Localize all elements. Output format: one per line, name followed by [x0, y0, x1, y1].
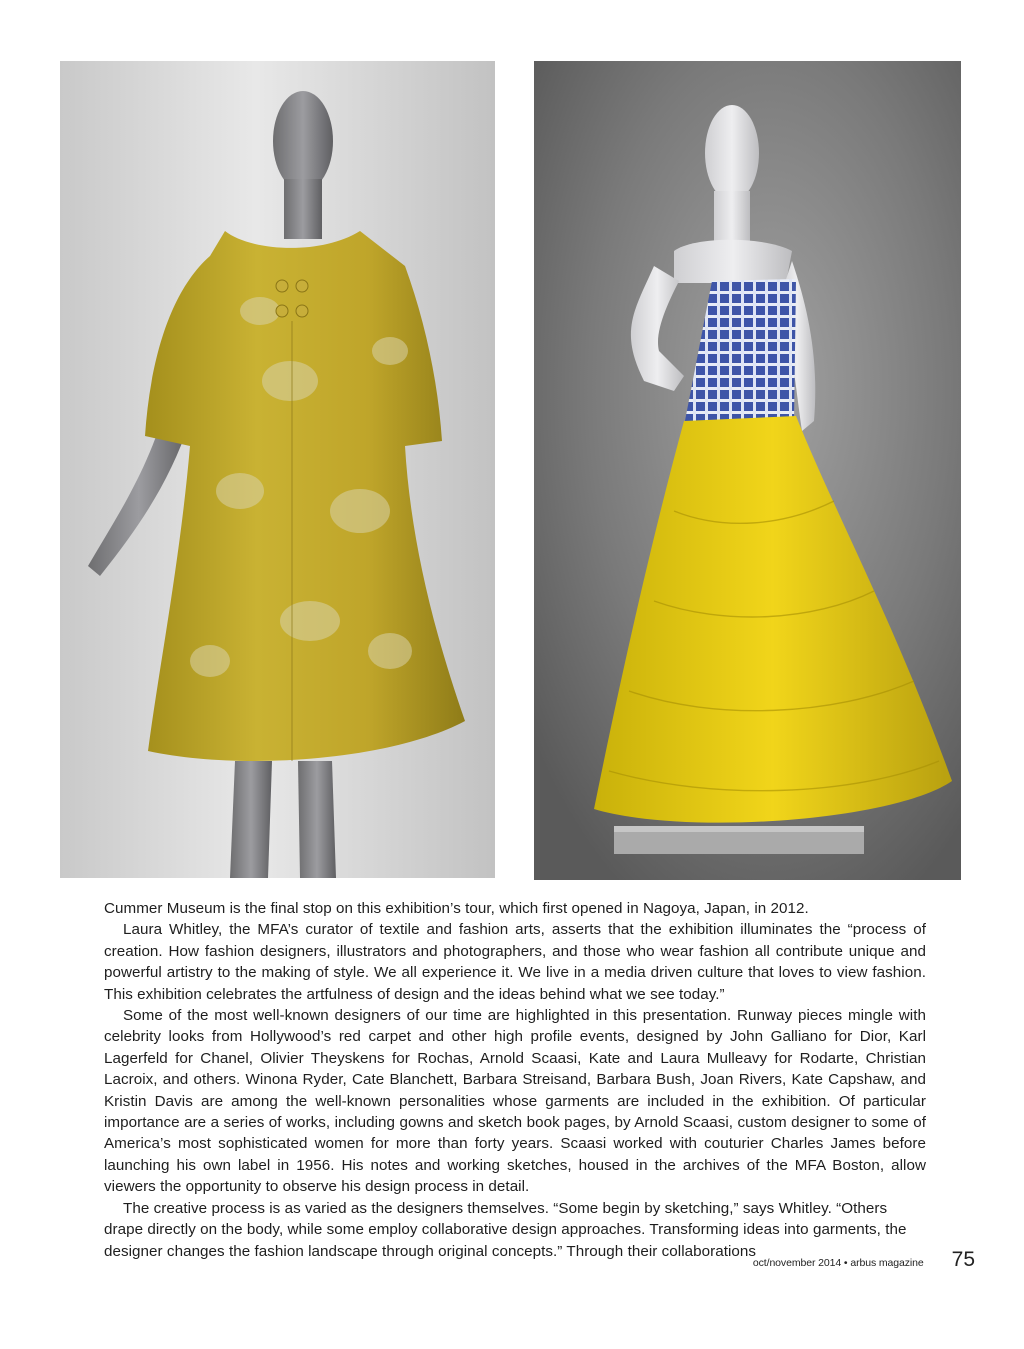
- photo-feather-gown: [534, 61, 961, 880]
- photo-brocade-coat: [60, 61, 495, 878]
- page-footer: [753, 1248, 975, 1272]
- feather-gown-illustration: [534, 61, 961, 880]
- article-paragraph: The creative process is as varied as the designers themselves. “Some begin by sketching,” says Whitley. “Others drape directly on the body, while some employ collaborative design approaches. Transforming ideas into garments, the designer changes the fashion landscape through original concepts.” Through their collaborations: [104, 1199, 907, 1260]
- article-paragraph: Some of the most well-known designers of our time are highlighted in this presentation. Runway pieces mingle with celebrity looks from Hollywood’s red carpet and other high profile events, designed by John Galliano for Dior, Karl Lagerfeld for Chanel, Olivier Theyskens for Rochas, Arnold Scaasi, Kate and Laura Mulleavy for Rodarte, Christian Lacroix, and others. Winona Ryder, Cate Blanchett, Barbara Streisand, Barbara Bush, Joan Rivers, Kate Capshaw, and Kristin Davis are among the well-known personalities whose garments are included in the exhibition. Of particular importance are a series of works, including gowns and sketch book pages, by Arnold Scaasi, custom designer to some of America’s most sophisticated women for more than forty years. Scaasi worked with couturier Charles James before launching his own label in 1956. His notes and working sketches, housed in the archives of the MFA Boston, allow viewers the opportunity to observe his design process in detail.: [104, 1007, 926, 1196]
- page-number: 75: [951, 1248, 975, 1271]
- article-paragraph: Laura Whitley, the MFA’s curator of textile and fashion arts, asserts that the exhibition illuminates the “process of creation. How fashion designers, illustrators and photographers, and those who wear fashion all contribute unique and powerful artistry to the making of style. We all experience it. We live in a media driven culture that loves to view fashion. This exhibition celebrates the artfulness of design and the ideas behind what we see today.”: [104, 921, 926, 1003]
- brocade-coat-illustration: [60, 61, 495, 878]
- article-paragraph: Cummer Museum is the final stop on this exhibition’s tour, which first opened in Nagoya, Japan, in 2012.: [104, 900, 809, 917]
- article-body: [104, 898, 926, 1262]
- issue-label: oct/november 2014 • arbus magazine: [752, 1257, 924, 1269]
